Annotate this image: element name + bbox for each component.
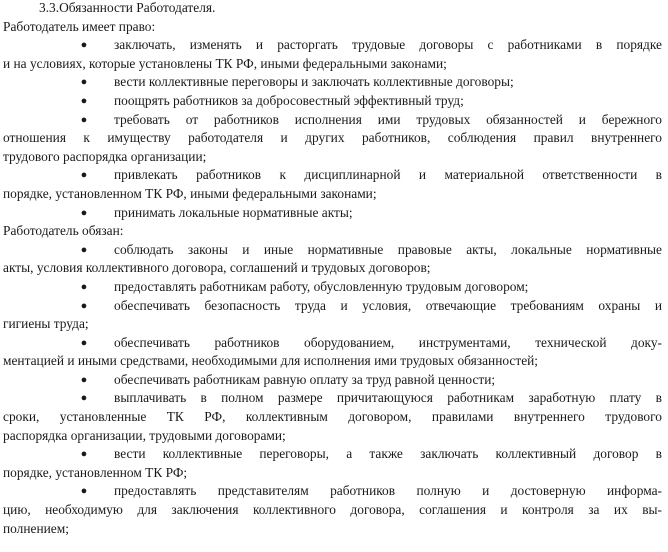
list-item-line: трудового распорядка организации; bbox=[3, 148, 207, 164]
list-item bbox=[3, 36, 662, 73]
list-item-line: предоставлять представителям работников полную и достоверную информа- bbox=[114, 483, 662, 499]
list-item bbox=[3, 445, 662, 482]
list-item-line: цию, необходимую для заключения коллективного договора, соглашения и контроля за их вы- bbox=[3, 502, 662, 518]
list-item-line: и на условиях, которые установлены ТК РФ, иными федеральными законами; bbox=[3, 55, 447, 71]
list-item-line: порядке, установленном ТК РФ, иными федеральными законами; bbox=[3, 185, 377, 201]
bullet-icon: ● bbox=[80, 39, 88, 52]
list-item bbox=[3, 389, 662, 445]
bullet-icon: ● bbox=[80, 373, 88, 386]
list-item bbox=[3, 73, 662, 92]
bullet-icon: ● bbox=[80, 448, 88, 461]
list-item-line: сроки, установленные ТК РФ, коллективным договором, правилами внутреннего трудового bbox=[3, 409, 662, 425]
list-item-line: вести коллективные переговоры, а также заключать коллективный договор в bbox=[114, 446, 662, 462]
list-item-line: отношения к имуществу работодателя и других работников, соблюдения правил внутреннего bbox=[3, 130, 662, 146]
rights-heading: Работодатель имеет право: bbox=[3, 18, 156, 34]
list-item-line: гигиены труда; bbox=[3, 316, 89, 332]
list-item bbox=[3, 241, 662, 278]
list-item bbox=[3, 334, 662, 371]
bullet-icon: ● bbox=[80, 392, 88, 405]
list-item-line: предоставлять работникам работу, обусловленную трудовым договором; bbox=[114, 278, 529, 294]
section-title: 3.3.Обязанности Работодателя. bbox=[39, 0, 216, 15]
bullet-icon: ● bbox=[80, 485, 88, 498]
list-item-line: выплачивать в полном размере причитающуюся работникам заработную плату в bbox=[114, 390, 662, 406]
list-item-line: обеспечивать безопасность труда и условия, отвечающие требованиям охраны и bbox=[114, 297, 662, 313]
bullet-icon: ● bbox=[80, 169, 88, 182]
list-item-line: обеспечивать работникам равную оплату за труд равной ценности; bbox=[114, 371, 496, 387]
bullet-icon: ● bbox=[80, 280, 88, 293]
list-item-line: акты, условия коллективного договора, соглашений и трудовых договоров; bbox=[3, 260, 431, 276]
duties-list bbox=[3, 241, 662, 539]
list-item bbox=[3, 92, 662, 111]
list-item-line: полнением; bbox=[3, 520, 69, 536]
list-item-line: ментацией и иными средствами, необходимыми для исполнения ими трудовых обязанностей; bbox=[3, 353, 539, 369]
list-item-line: порядке, установленном ТК РФ; bbox=[3, 464, 188, 480]
list-item-line: распорядка организации, трудовыми договорами; bbox=[3, 427, 286, 443]
bullet-icon: ● bbox=[80, 299, 88, 312]
list-item bbox=[3, 371, 662, 390]
bullet-icon: ● bbox=[80, 113, 88, 126]
rights-list bbox=[3, 36, 662, 222]
bullet-icon: ● bbox=[80, 336, 88, 349]
bullet-icon: ● bbox=[80, 76, 88, 89]
list-item bbox=[3, 297, 662, 334]
list-item bbox=[3, 482, 662, 538]
list-item-line: заключать, изменять и расторгать трудовые договоры с работниками в порядке bbox=[114, 37, 662, 53]
list-item-line: соблюдать законы и иные нормативные правовые акты, локальные нормативные bbox=[114, 241, 662, 257]
list-item-line: поощрять работников за добросовестный эффективный труд; bbox=[114, 92, 464, 108]
list-item-line: обеспечивать работников оборудованием, инструментами, технической доку- bbox=[114, 334, 662, 350]
bullet-icon: ● bbox=[80, 206, 88, 219]
list-item bbox=[3, 204, 662, 223]
duties-heading: Работодатель обязан: bbox=[3, 223, 124, 239]
list-item-line: требовать от работников исполнения ими трудовых обязанностей и бережного bbox=[114, 111, 662, 127]
bullet-icon: ● bbox=[80, 243, 88, 256]
list-item bbox=[3, 111, 662, 167]
list-item bbox=[3, 166, 662, 203]
list-item bbox=[3, 278, 662, 297]
list-item-line: привлекать работников к дисциплинарной и материальной ответственности в bbox=[114, 167, 662, 183]
list-item-line: вести коллективные переговоры и заключать коллективные договоры; bbox=[114, 74, 514, 90]
bullet-icon: ● bbox=[80, 94, 88, 107]
list-item-line: принимать локальные нормативные акты; bbox=[114, 204, 353, 220]
